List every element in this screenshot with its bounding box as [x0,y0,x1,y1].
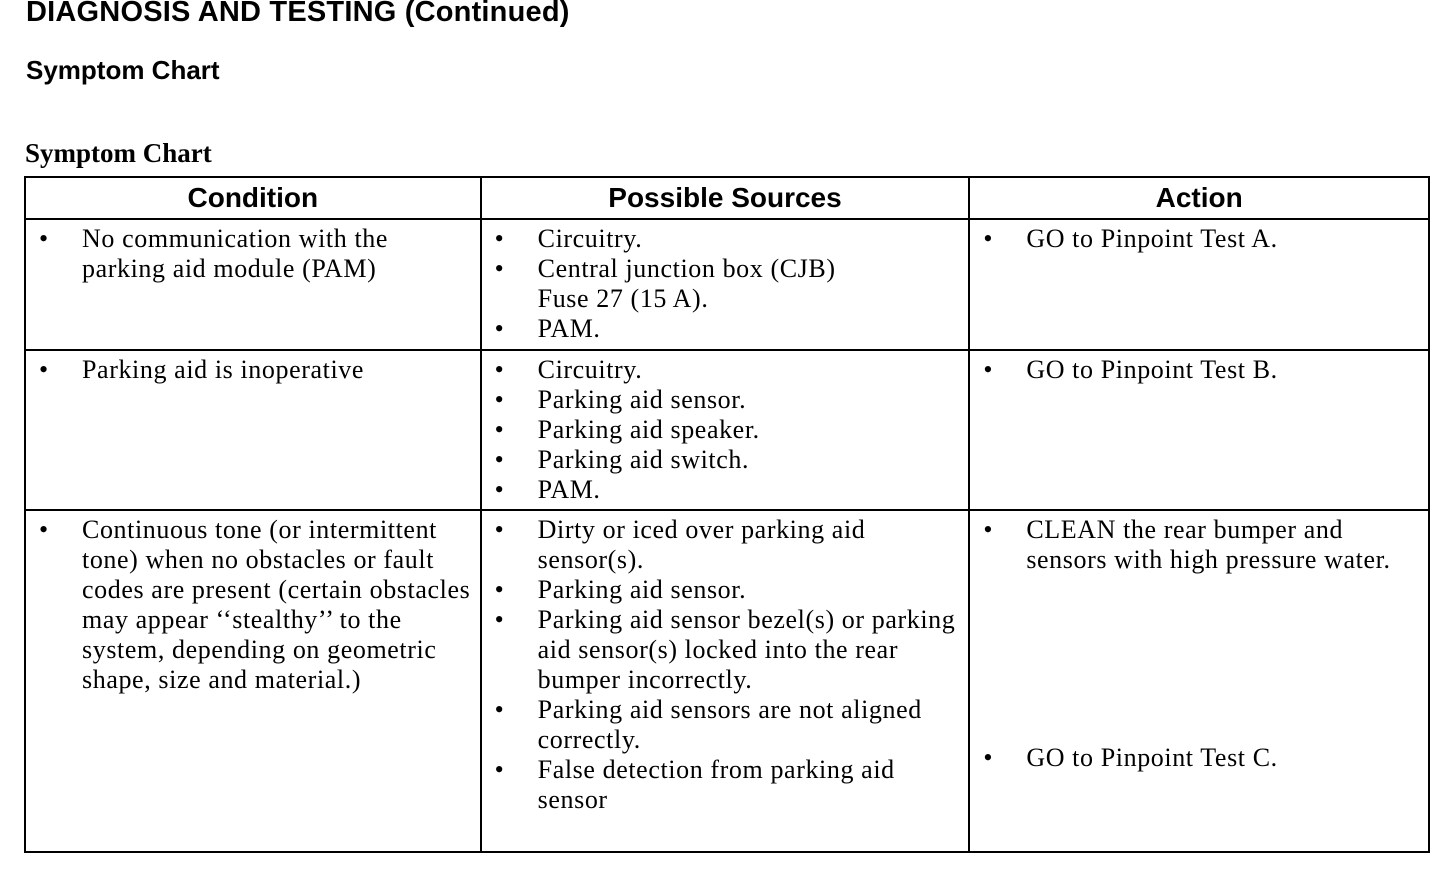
table-header-row [25,177,1429,219]
bullet-icon: • [983,355,994,384]
list-item: • Parking aid sensor bezel(s) or parking aid sensor(s) locked into the rear bumper incorrectly. [494,605,956,694]
bullet-icon: • [494,575,505,604]
list-item: • PAM. [494,314,601,343]
bullet-icon: • [39,515,49,544]
list-item: • Continuous tone (or intermittent tone) when no obstacles or fault codes are present (certain obstacles may appear ‘‘stealthy’’ to the system, depending on geometric shape, size and material.) [39,515,471,694]
bullet-icon: • [983,743,994,772]
bullet-icon: • [983,224,994,253]
table-row [25,219,1429,350]
bullet-icon: • [494,755,505,784]
column-header-possible-sources: Possible Sources [481,177,970,219]
bullet-icon: • [983,515,994,544]
sources-cell [481,510,970,852]
list-item: • Parking aid sensor. [494,575,747,604]
bullet-icon: • [494,355,505,384]
column-header-action: Action [969,177,1429,219]
list-item: • False detection from parking aid sensor [494,755,895,814]
list-item: • GO to Pinpoint Test B. [983,355,1278,384]
sources-cell [481,350,970,510]
sources-cell [481,219,970,350]
list-item: • Parking aid speaker. [494,415,760,444]
bullet-icon: • [39,355,49,384]
bullet-icon: • [494,254,505,283]
bullet-icon: • [494,445,505,474]
bullet-icon: • [494,385,505,414]
list-item: • PAM. [494,475,601,504]
list-item: • Circuitry. [494,355,643,384]
bullet-icon: • [39,224,49,253]
bullet-icon: • [494,415,505,444]
list-item: • GO to Pinpoint Test A. [983,224,1278,253]
table-row [25,350,1429,510]
table-row [25,510,1429,852]
bullet-icon: • [494,314,505,343]
action-cell [969,350,1429,510]
table-caption: Symptom Chart [25,138,212,168]
action-cell [969,510,1429,852]
bullet-icon: • [494,515,505,544]
list-item: • Parking aid switch. [494,445,750,474]
list-item: • CLEAN the rear bumper and sensors with high pressure water. [983,515,1391,574]
spacer [970,575,1428,743]
list-item: • Parking aid is inoperative [39,355,365,384]
list-item: • GO to Pinpoint Test C. [983,743,1278,772]
list-item: • Circuitry. [494,224,643,253]
bullet-icon: • [494,605,505,634]
symptom-chart-table [24,176,1430,853]
list-item: • Dirty or iced over parking aid sensor(s). [494,515,866,574]
condition-cell [25,350,481,510]
list-item: • No communication with the parking aid module (PAM) [39,224,389,283]
list-item: • Parking aid sensor. [494,385,747,414]
bullet-icon: • [494,695,505,724]
bullet-icon: • [494,224,505,253]
bullet-icon: • [494,475,505,504]
section-heading: Symptom Chart [26,55,220,85]
action-cell [969,219,1429,350]
condition-cell [25,510,481,852]
list-item: • Central junction box (CJB) Fuse 27 (15 A). [494,254,836,313]
page-title: DIAGNOSIS AND TESTING (Continued) [26,0,570,28]
condition-cell [25,219,481,350]
list-item: • Parking aid sensors are not aligned correctly. [494,695,922,754]
column-header-condition: Condition [25,177,481,219]
